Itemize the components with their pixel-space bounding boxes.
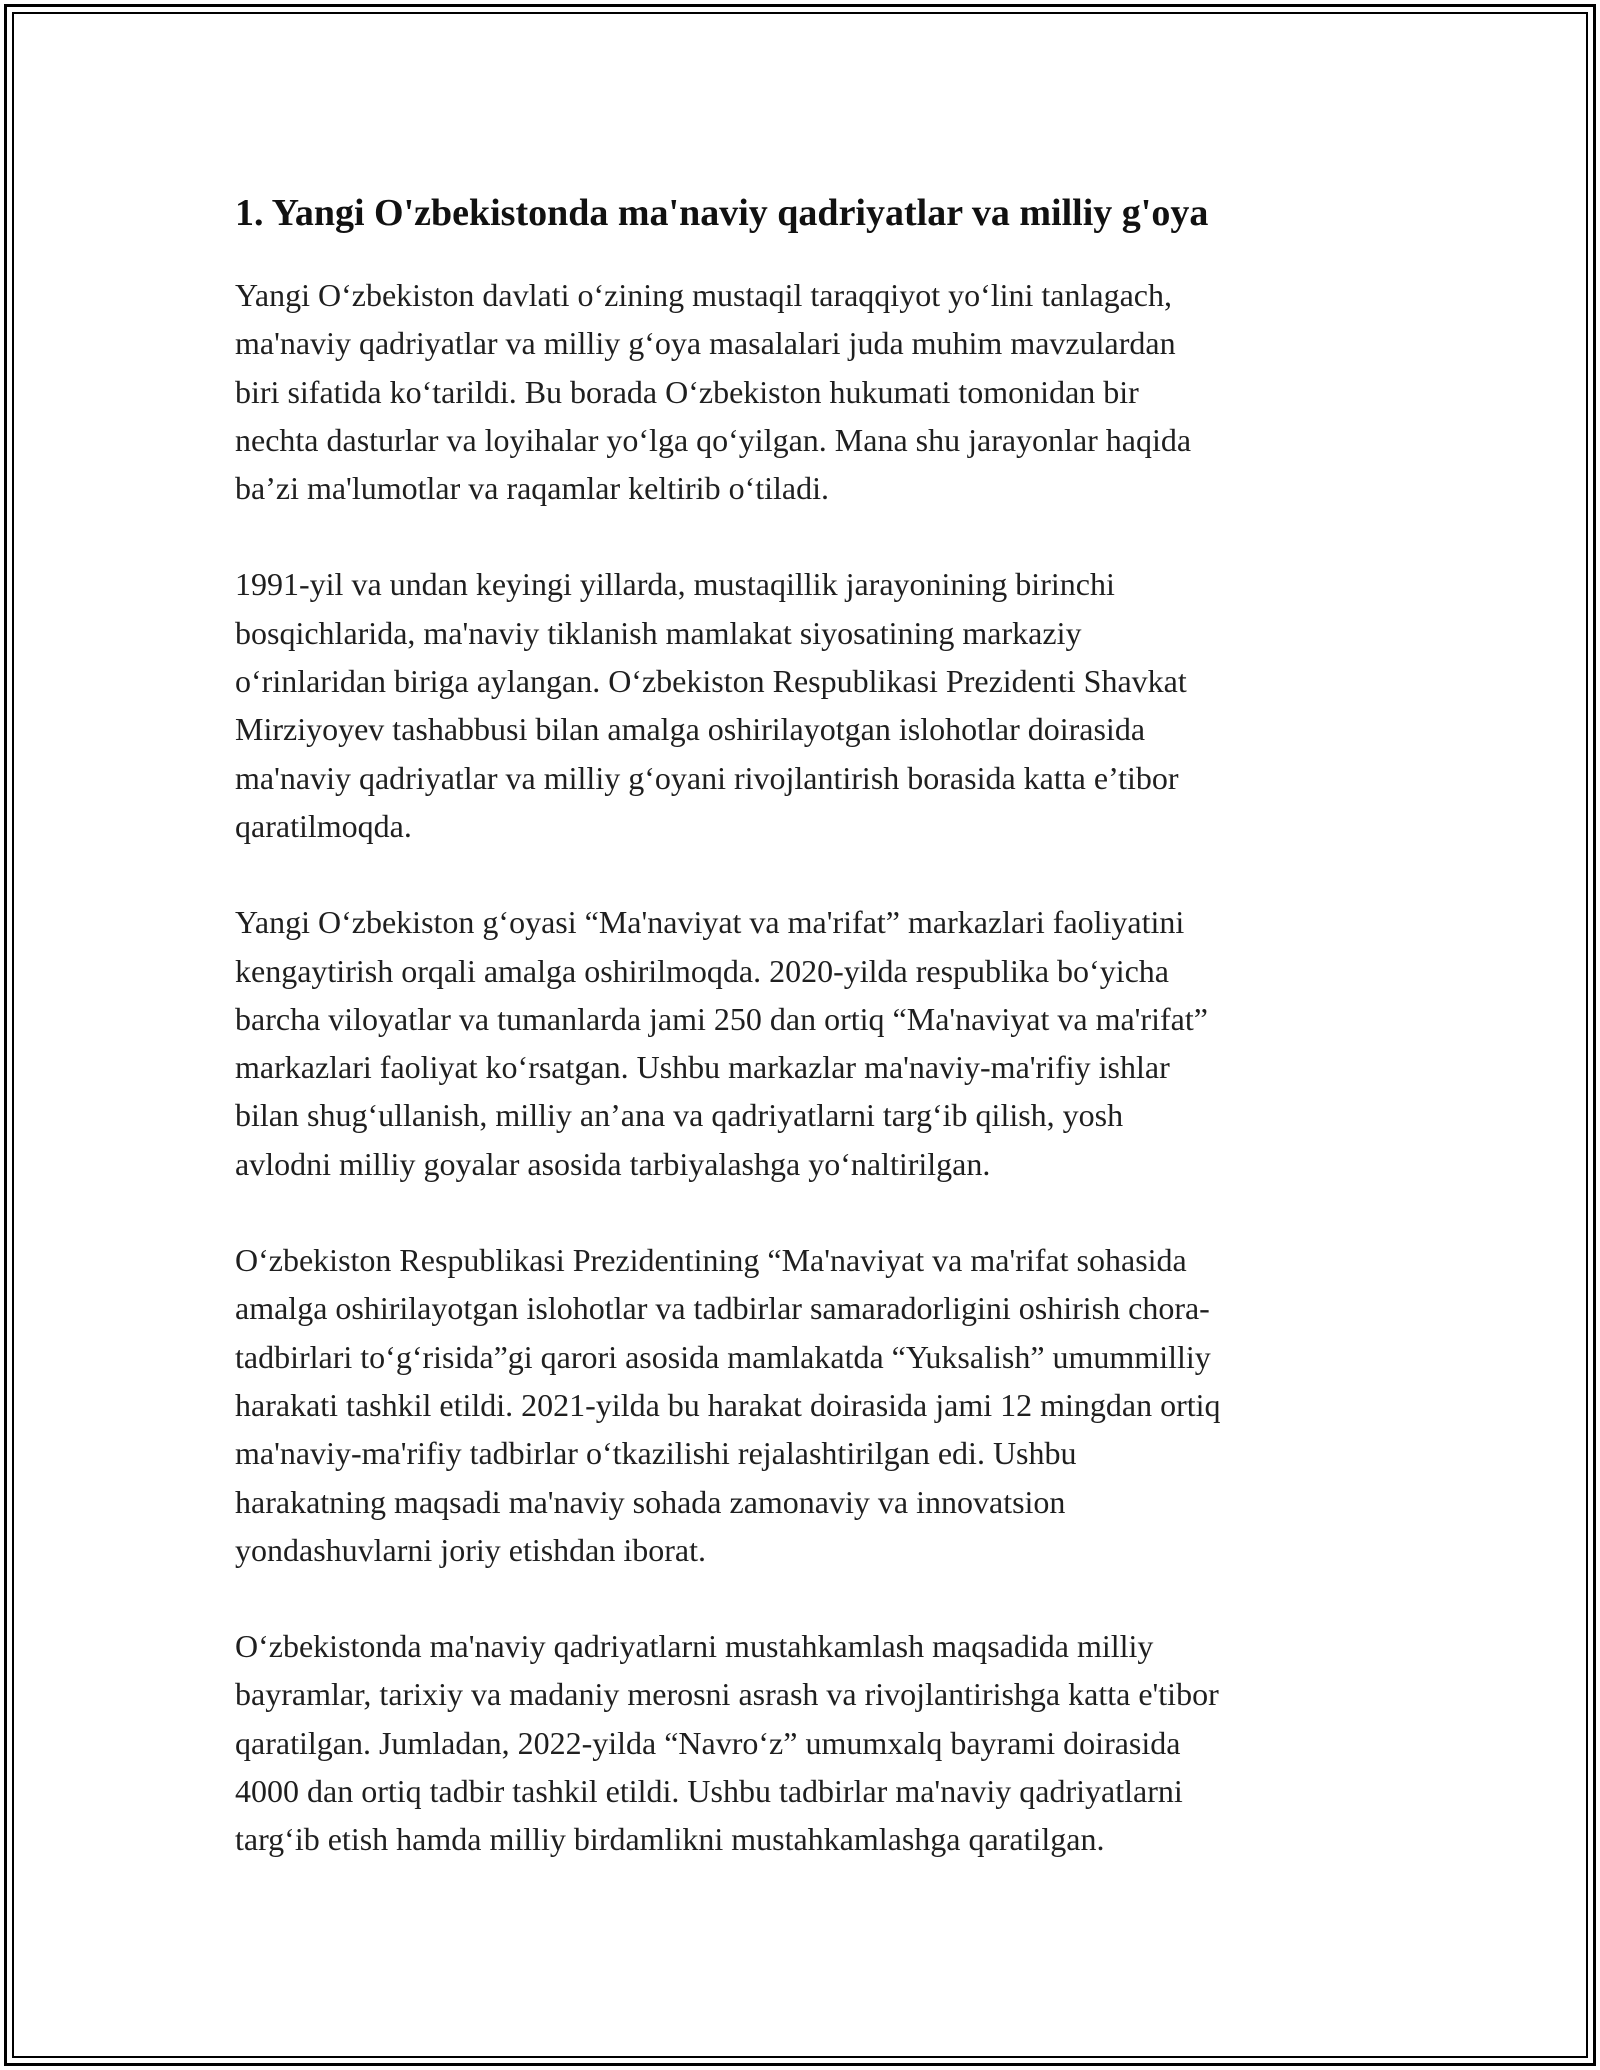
text-line: biri sifatida ko‘tarildi. Bu borada O‘zbekiston hukumati tomonidan bir (235, 373, 1139, 410)
paragraph-1 (235, 271, 1375, 512)
text-line: qaratilmoqda. (235, 807, 412, 844)
text-line: barcha viloyatlar va tumanlarda jami 250 dan ortiq “Ma'naviyat va ma'rifat” (235, 1000, 1208, 1037)
text-line: harakatning maqsadi ma'naviy sohada zamonaviy va innovatsion (235, 1483, 1066, 1520)
text-line: yondashuvlarni joriy etishdan iborat. (235, 1531, 707, 1568)
text-line: 4000 dan ortiq tadbir tashkil etildi. Ushbu tadbirlar ma'naviy qadriyatlarni (235, 1773, 1183, 1810)
text-line: markazlari faoliyat ko‘rsatgan. Ushbu markazlar ma'naviy-ma'rifiy ishlar (235, 1049, 1170, 1086)
text-line: amalga oshirilayotgan islohotlar va tadbirlar samaradorligini oshirish chora- (235, 1290, 1210, 1327)
paragraph-3 (235, 898, 1375, 1188)
text-line: Mirziyoyev tashabbusi bilan amalga oshirilayotgan islohotlar doirasida (235, 711, 1146, 748)
paragraph-2 (235, 560, 1375, 850)
text-line: harakati tashkil etildi. 2021-yilda bu harakat doirasida jami 12 mingdan ortiq (235, 1386, 1221, 1423)
text-line: bosqichlarida, ma'naviy tiklanish mamlakat siyosatining markaziy (235, 614, 1082, 651)
document-body (235, 184, 1375, 1912)
text-line: qaratilgan. Jumladan, 2022-yilda “Navro‘z” umumxalq bayrami doirasida (235, 1724, 1181, 1761)
text-line: ma'naviy-ma'rifiy tadbirlar o‘tkazilishi rejalashtirilgan edi. Ushbu (235, 1435, 1077, 1472)
text-line: avlodni milliy goyalar asosida tarbiyalashga yo‘naltirilgan. (235, 1145, 991, 1182)
text-line: Yangi O‘zbekiston davlati o‘zining mustaqil taraqqiyot yo‘lini tanlagach, (235, 277, 1172, 313)
text-line: ma'naviy qadriyatlar va milliy g‘oyani rivojlantirish borasida katta e’tibor (235, 759, 1179, 796)
text-line: ma'naviy qadriyatlar va milliy g‘oya masalalari juda muhim mavzulardan (235, 325, 1176, 362)
text-line: Yangi O‘zbekiston g‘oyasi “Ma'naviyat va ma'rifat” markazlari faoliyatini (235, 904, 1185, 941)
section-heading: 1. Yangi O'zbekistonda ma'naviy qadriyatlar va milliy g'oya (235, 192, 1209, 234)
text-line: O‘zbekiston Respublikasi Prezidentining “Ma'naviyat va ma'rifat sohasida (235, 1242, 1187, 1279)
text-line: kengaytirish orqali amalga oshirilmoqda. 2020-yilda respublika bo‘yicha (235, 952, 1169, 989)
text-line: ba’zi ma'lumotlar va raqamlar keltirib o‘tiladi. (235, 470, 829, 507)
paragraph-4 (235, 1236, 1375, 1574)
text-line: bilan shug‘ullanish, milliy an’ana va qadriyatlarni targ‘ib qilish, yosh (235, 1097, 1124, 1134)
text-line: targ‘ib etish hamda milliy birdamlikni mustahkamlashga qaratilgan. (235, 1821, 1105, 1858)
paragraph-5 (235, 1622, 1375, 1863)
text-line: nechta dasturlar va loyihalar yo‘lga qo‘yilgan. Mana shu jarayonlar haqida (235, 421, 1192, 458)
text-line: o‘rinlaridan biriga aylangan. O‘zbekiston Respublikasi Prezidenti Shavkat (235, 663, 1187, 700)
text-line: bayramlar, tarixiy va madaniy merosni asrash va rivojlantirishga katta e'tibor (235, 1676, 1219, 1713)
text-line: O‘zbekistonda ma'naviy qadriyatlarni mustahkamlash maqsadida milliy (235, 1628, 1154, 1665)
text-line: 1991-yil va undan keyingi yillarda, mustaqillik jarayonining birinchi (235, 566, 1115, 603)
text-line: tadbirlari to‘g‘risida”gi qarori asosida mamlakatda “Yuksalish” umummilliy (235, 1338, 1211, 1375)
